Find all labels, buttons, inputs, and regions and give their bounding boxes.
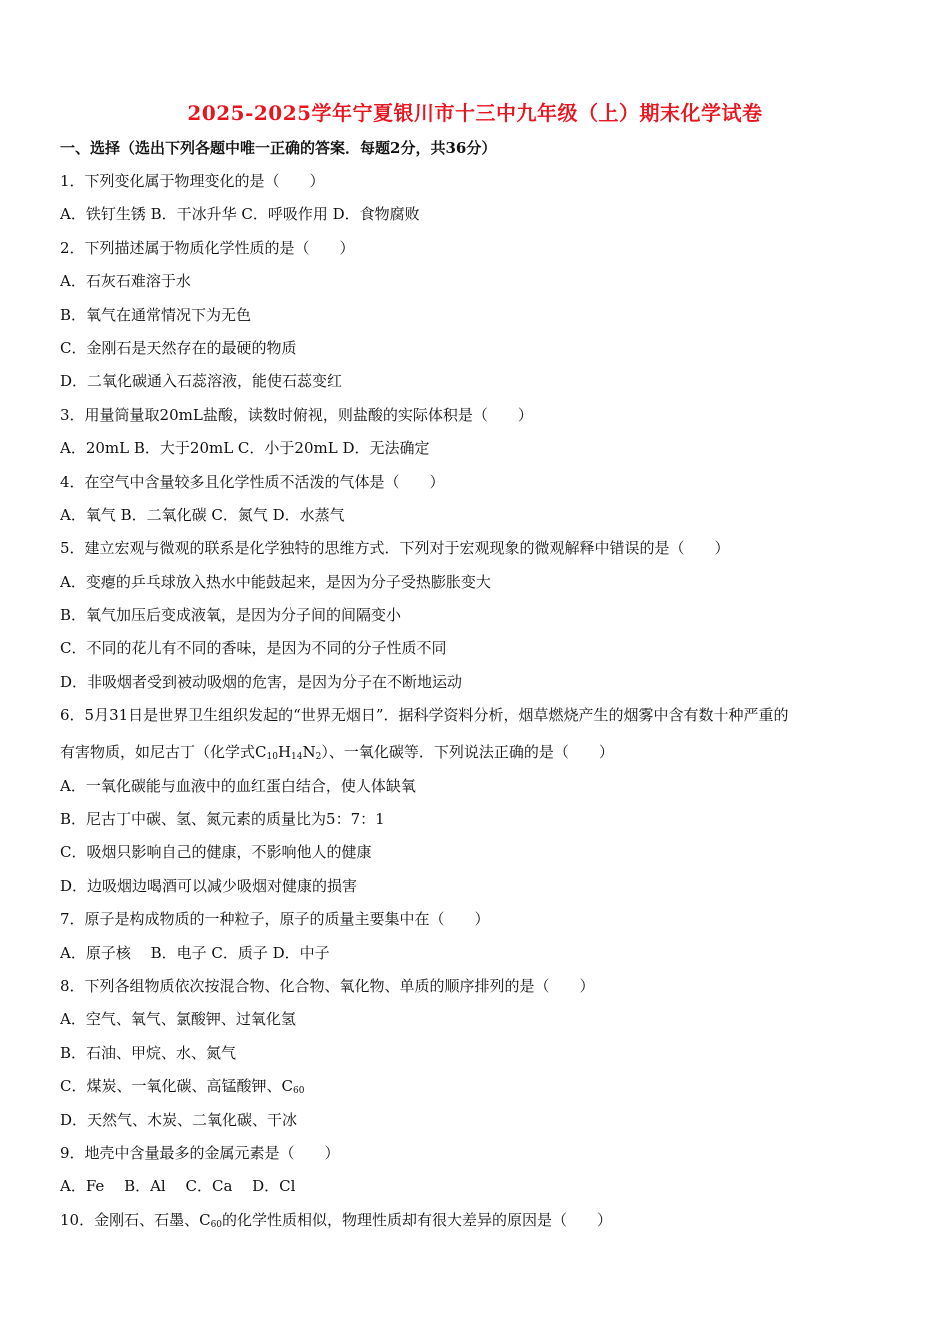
question-line: D．天然气、木炭、二氧化碳、干冰 — [60, 1110, 298, 1129]
subscript: 60 — [210, 1219, 223, 1230]
question-line: 6．5月31日是世界卫生组织发起的“世界无烟日”．据科学资料分析，烟草燃烧产生的烟雾中含有数十种严重的 — [60, 706, 789, 725]
question-line: A．变瘪的乒乓球放入热水中能鼓起来，是因为分子受热膨胀变大 — [60, 572, 491, 591]
question-line: A．20mL B．大于20mL C．小于20mL D．无法确定 — [60, 439, 430, 458]
question-line: 8．下列各组物质依次按混合物、化合物、氧化物、单质的顺序排列的是（ ） — [60, 976, 595, 995]
question-line: 1．下列变化属于物理变化的是（ ） — [60, 172, 325, 190]
line-text: N — [302, 743, 316, 762]
question-line: A．石灰石难溶于水 — [60, 272, 191, 291]
question-line: D．二氧化碳通入石蕊溶液，能使石蕊变红 — [60, 372, 343, 391]
section-heading: 一、选择（选出下列各题中唯一正确的答案．每题2分，共36分） — [60, 139, 497, 157]
question-line: C．吸烟只影响自己的健康，不影响他人的健康 — [60, 843, 372, 862]
question-line: C．不同的花儿有不同的香味，是因为不同的分子性质不同 — [60, 639, 447, 658]
page-title: 2025-2025学年宁夏银川市十三中九年级（上）期末化学试卷 — [187, 101, 763, 125]
question-line — [60, 742, 900, 775]
question-line: A．空气、氧气、氯酸钾、过氧化氢 — [60, 1010, 296, 1029]
subscript: 10 — [266, 752, 278, 763]
question-line: 2．下列描述属于物质化学性质的是（ ） — [60, 238, 355, 257]
question-line: A．Fe B．Al C．Ca D．Cl — [60, 1177, 296, 1196]
question-line: B．氧气在通常情况下为无色 — [60, 305, 252, 324]
question-line: A．一氧化碳能与血液中的血红蛋白结合，使人体缺氧 — [60, 776, 416, 795]
question-line: D．非吸烟者受到被动吸烟的危害，是因为分子在不断地运动 — [60, 672, 463, 691]
line-text: 的化学性质相似，物理性质却有很大差异的原因是（ ） — [222, 1210, 613, 1229]
question-line: B．氧气加压后变成液氧，是因为分子间的间隔变小 — [60, 606, 402, 625]
question-line — [60, 1210, 900, 1243]
question-line: B．石油、甲烷、水、氮气 — [60, 1043, 237, 1062]
question-line — [60, 1076, 900, 1109]
question-line: 7．原子是构成物质的一种粒子，原子的质量主要集中在（ ） — [60, 910, 490, 929]
line-text: C．煤炭、一氧化碳、高锰酸钾、C — [60, 1077, 293, 1096]
question-list — [60, 171, 900, 1243]
question-line: 5．建立宏观与微观的联系是化学独特的思维方式．下列对于宏观现象的微观解释中错误的是（ ） — [60, 539, 730, 558]
question-line: A．氧气 B．二氧化碳 C．氮气 D．水蒸气 — [60, 505, 345, 524]
question-line: 3．用量筒量取20mL盐酸，读数时俯视，则盐酸的实际体积是（ ） — [60, 405, 533, 424]
line-text: 有害物质，如尼古丁（化学式C — [60, 743, 267, 762]
subscript: 60 — [292, 1086, 305, 1097]
question-line: C．金刚石是天然存在的最硬的物质 — [60, 338, 297, 357]
line-text: 10．金刚石、石墨、C — [60, 1210, 211, 1229]
subscript: 2 — [315, 752, 322, 763]
line-text: H — [277, 743, 292, 762]
question-line: B．尼古丁中碳、氢、氮元素的质量比为5：7：1 — [60, 810, 385, 829]
question-line: D．边吸烟边喝酒可以减少吸烟对健康的损害 — [60, 876, 358, 895]
subscript: 14 — [291, 752, 303, 763]
question-line: A．原子核 B．电子 C．质子 D．中子 — [60, 943, 330, 962]
question-line: A．铁钉生锈 B．干冰升华 C．呼吸作用 D．食物腐败 — [60, 205, 420, 224]
line-text: ）、一氧化碳等．下列说法正确的是（ ） — [321, 743, 614, 762]
question-line: 9．地壳中含量最多的金属元素是（ ） — [60, 1143, 340, 1162]
question-line: 4．在空气中含量较多且化学性质不活泼的气体是（ ） — [60, 472, 445, 491]
